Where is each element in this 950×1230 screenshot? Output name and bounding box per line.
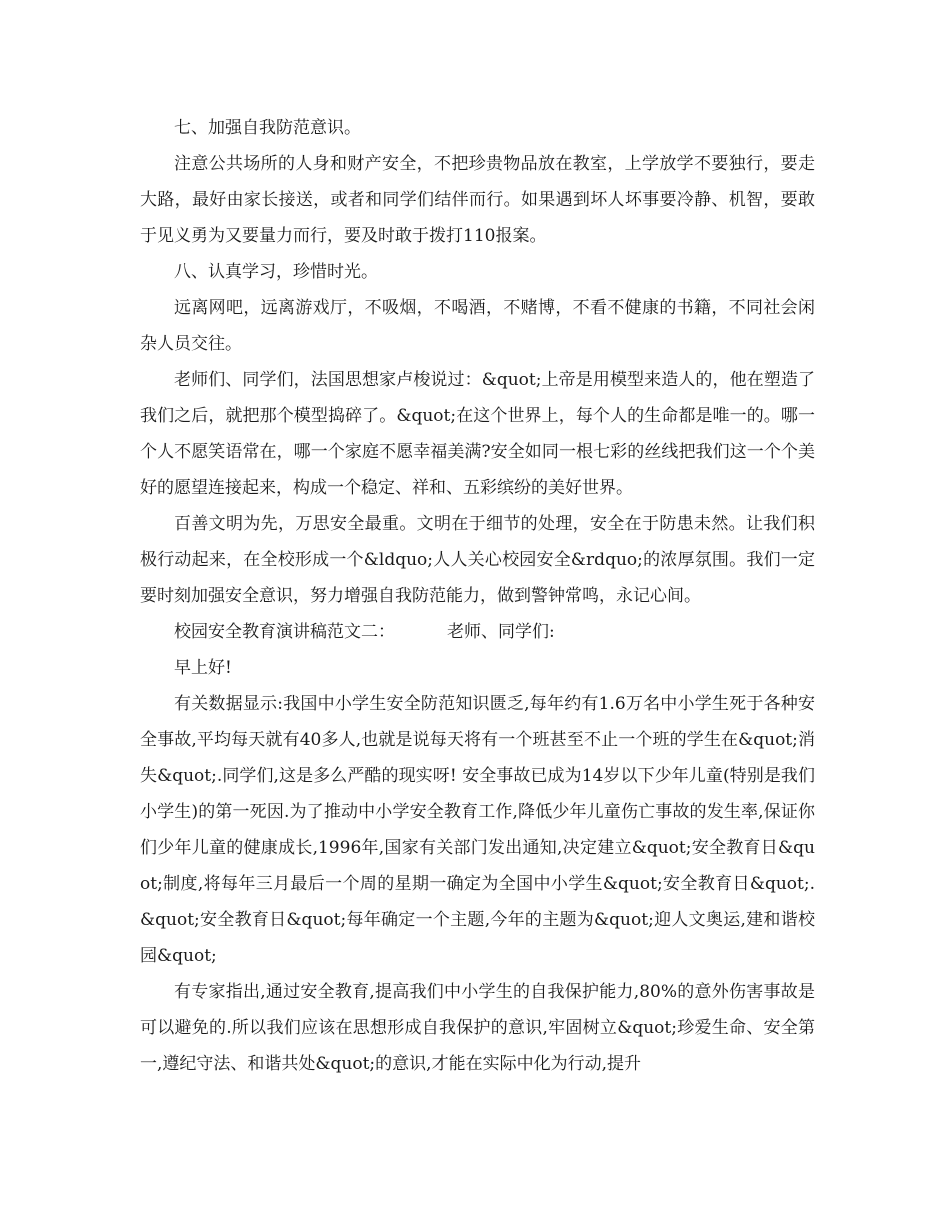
section-heading-seven: 七、加强自我防范意识。 <box>174 118 361 138</box>
paragraph-rousseau-quote: 老师们、同学们，法国思想家卢梭说过：&quot;上帝是用模型来造人的，他在塑造了我们之后，就把那个模型捣碎了。&quot;在这个世界上，每个人的生命都是唯一的。哪一个人不愿笑语常在，哪一个家庭不愿幸福美满?安全如同一根七彩的丝线把我们这一个个美好的愿望连接起来，构成一个稳定、祥和、五彩缤纷的美好世界。 <box>140 370 815 498</box>
speech-two-title: 校园安全教育演讲稿范文二： <box>174 622 395 642</box>
paragraph-good-morning: 早上好! <box>174 658 232 678</box>
document-body <box>140 110 815 1082</box>
speech-two-title-line <box>140 614 815 650</box>
section-heading-eight: 八、认真学习，珍惜时光。 <box>174 262 378 282</box>
paragraph-statistics: 有关数据显示:我国中小学生安全防范知识匮乏,每年约有1.6万名中小学生死于各种安全事故,平均每天就有40多人,也就是说每天将有一个班甚至不止一个班的学生在&quot;消失&quot;.同学们,这是多么严酷的现实呀! 安全事故已成为14岁以下少年儿童(特别是我们小学生)的第一死因.为了推动中小学安全教育工作,降低少年儿童伤亡事故的发生率,保证你们少年儿童的健康成长,1996年,国家有关部门发出通知,决定建立&quot;安全教育日&quot;制度,将每年三月最后一个周的星期一确定为全国中小学生&quot;安全教育日&quot;.&quot;安全教育日&quot;每年确定一个主题,今年的主题为&quot;迎人文奥运,建和谐校园&quot; <box>140 694 815 966</box>
paragraph-public-safety: 注意公共场所的人身和财产安全，不把珍贵物品放在教室，上学放学不要独行，要走大路，最好由家长接送，或者和同学们结伴而行。如果遇到坏人坏事要冷静、机智，要敢于见义勇为又要量力而行，要及时敢于拨打110报案。 <box>140 154 815 246</box>
paragraph-civility-safety: 百善文明为先，万思安全最重。文明在于细节的处理，安全在于防患未然。让我们积极行动起来，在全校形成一个&ldquo;人人关心校园安全&rdquo;的浓厚氛围。我们一定要时刻加强安全意识，努力增强自我防范能力，做到警钟常鸣，永记心间。 <box>140 514 815 606</box>
speech-two-greeting: 老师、同学们: <box>447 622 555 642</box>
paragraph-expert-opinion: 有专家指出,通过安全教育,提高我们中小学生的自我保护能力,80%的意外伤害事故是可以避免的.所以我们应该在思想形成自我保护的意识,牢固树立&quot;珍爱生命、安全第一,遵纪守法、和谐共处&quot;的意识,才能在实际中化为行动,提升 <box>140 982 815 1074</box>
paragraph-stay-away: 远离网吧，远离游戏厅，不吸烟，不喝酒，不赌博，不看不健康的书籍，不同社会闲杂人员交往。 <box>140 298 815 354</box>
